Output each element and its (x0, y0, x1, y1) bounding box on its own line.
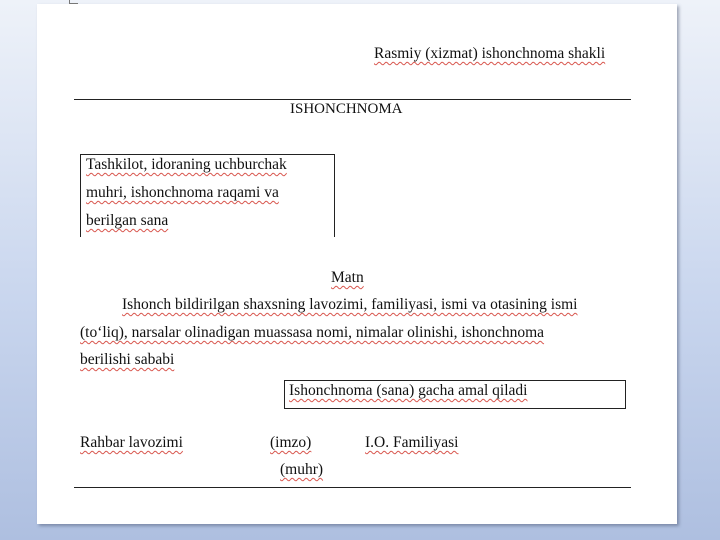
bottom-divider (74, 487, 631, 488)
page-corner-mark (69, 0, 78, 4)
form-type-header: Rasmiy (xizmat) ishonchnoma shakli (374, 45, 606, 62)
signature-name-label: I.O. Familiyasi (365, 434, 459, 451)
body-line-1: Ishonch bildirilgan shaxsning lavozimi, familiyasi, ismi va otasining ismi (122, 296, 578, 313)
stamp-box-line-3: berilgan sana (86, 212, 169, 229)
stamp-box-line-1: Tashkilot, idoraning uchburchak (86, 156, 287, 173)
body-line-2: (to‘liq), narsalar olinadigan muassasa nomi, nimalar olinishi, ishonchnoma (80, 324, 545, 341)
validity-text: Ishonchnoma (sana) gacha amal qiladi (289, 382, 528, 399)
document-title: ISHONCHNOMA (290, 101, 403, 117)
body-heading: Matn (331, 269, 364, 286)
signature-seal-label: (muhr) (280, 461, 324, 478)
signature-position-label: Rahbar lavozimi (80, 434, 183, 451)
signature-sign-label: (imzo) (270, 434, 312, 451)
stamp-box-line-2: muhri, ishonchnoma raqami va (86, 184, 279, 201)
body-line-3: berilishi sababi (80, 351, 175, 368)
